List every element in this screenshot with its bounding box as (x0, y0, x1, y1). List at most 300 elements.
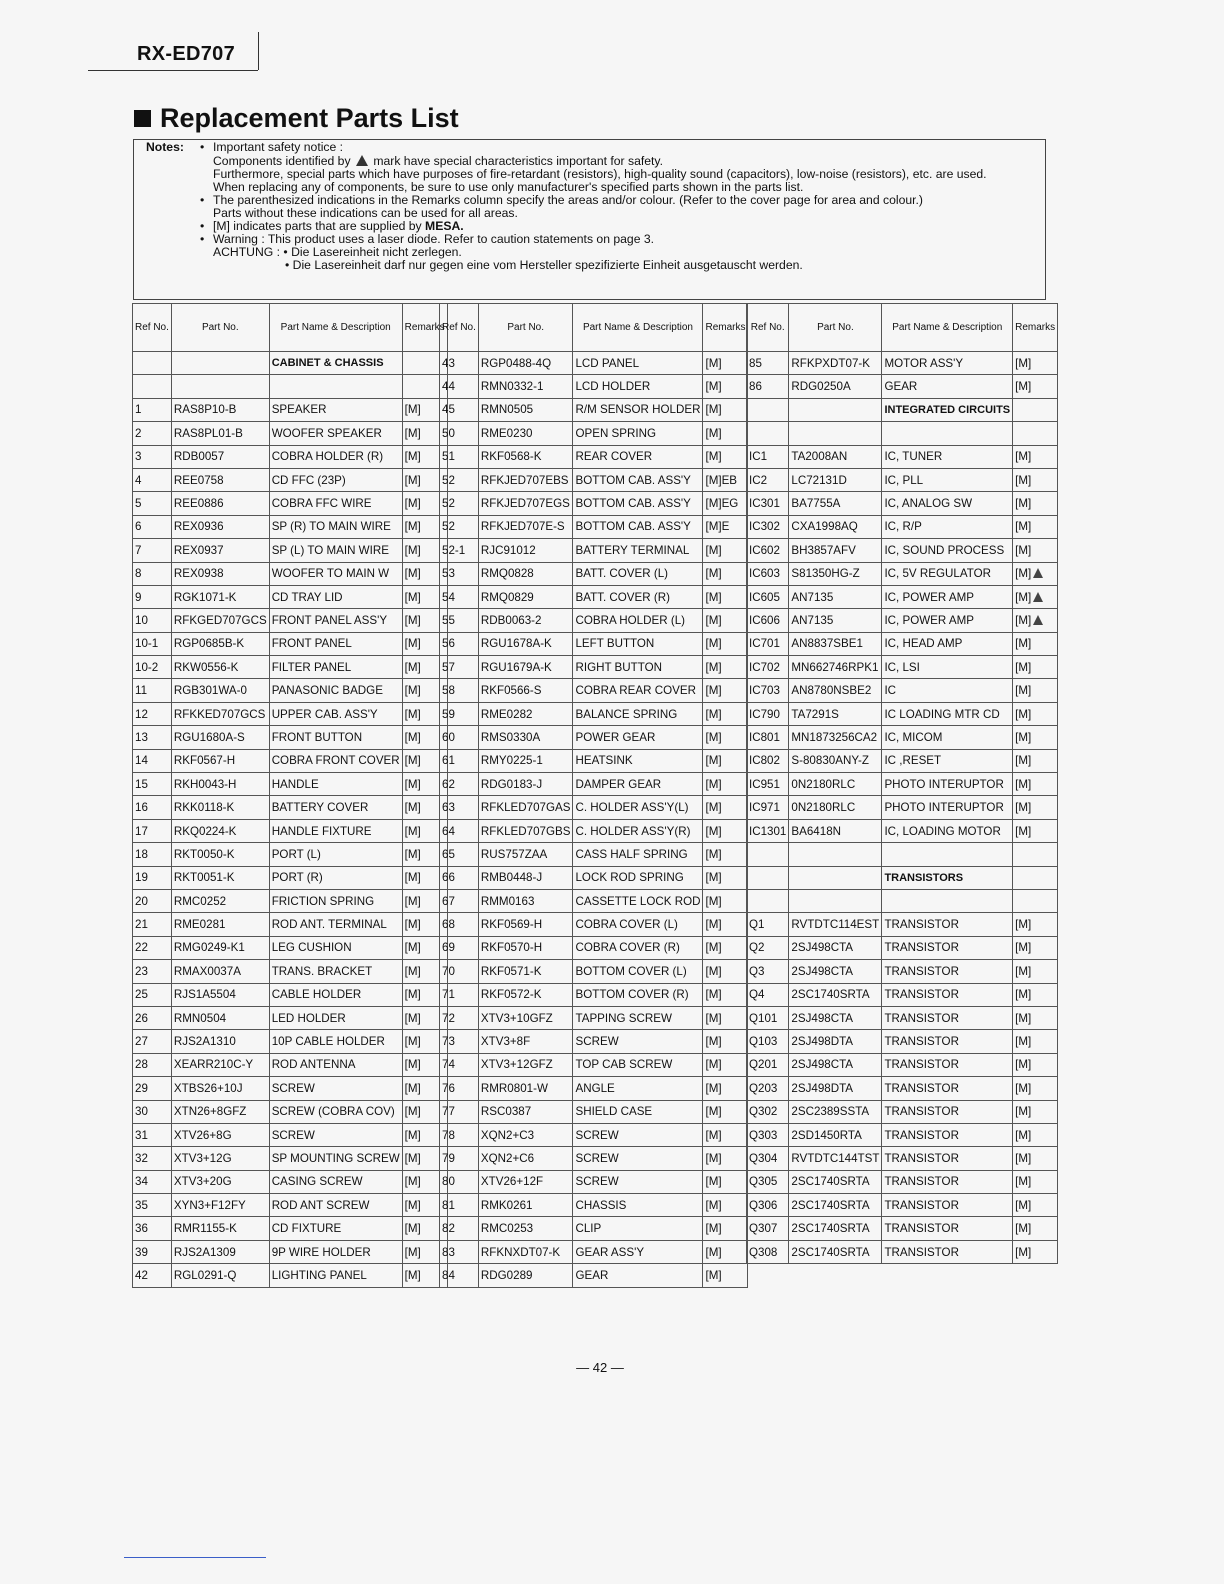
table-header-row (747, 304, 1058, 352)
column-header-remarks: Remarks (402, 304, 447, 352)
part-name-cell: IC, R/P (882, 515, 1013, 538)
part-number-cell: RKF0568-K (478, 445, 573, 468)
ref-cell: 50 (440, 422, 479, 445)
table-row (747, 1053, 1058, 1076)
ref-cell: Q203 (747, 1077, 789, 1100)
part-name-cell: FILTER PANEL (269, 656, 402, 679)
ref-cell: 35 (133, 1194, 172, 1217)
remarks-text: [M] (705, 356, 722, 370)
ref-cell: IC605 (747, 585, 789, 608)
ref-cell: Q103 (747, 1030, 789, 1053)
part-number-cell: RKT0051-K (171, 866, 269, 889)
ref-cell: Q304 (747, 1147, 789, 1170)
table-row (440, 656, 748, 679)
table-row (747, 515, 1058, 538)
part-number-cell: RJS2A1309 (171, 1240, 269, 1263)
table-row (133, 539, 448, 562)
remarks-cell (1013, 398, 1058, 421)
table-row (440, 562, 748, 585)
ref-cell: 72 (440, 1006, 479, 1029)
part-name-cell: BATTERY TERMINAL (573, 539, 703, 562)
part-number-cell: CXA1998AQ (789, 515, 882, 538)
ref-cell: 23 (133, 960, 172, 983)
remarks-cell (703, 1264, 748, 1287)
ref-cell: 9 (133, 585, 172, 608)
part-name-cell: TRANSISTOR (882, 936, 1013, 959)
part-name-cell: BATTERY COVER (269, 796, 402, 819)
note-line: • Important safety notice : (200, 140, 344, 154)
table-row (133, 749, 448, 772)
remarks-text: [M] (1015, 684, 1032, 698)
part-number-cell: RAS8PL01-B (171, 422, 269, 445)
part-number-cell: RMC0252 (171, 889, 269, 912)
part-number-cell: AN8837SBE1 (789, 632, 882, 655)
ref-cell: 17 (133, 819, 172, 842)
table-row (133, 609, 448, 632)
remarks-text: [M] (404, 918, 421, 932)
table-row (133, 1217, 448, 1240)
part-name-cell: R/M SENSOR HOLDER (573, 398, 703, 421)
remarks-text: [M] (705, 1151, 722, 1165)
table-row (133, 866, 448, 889)
table-row (747, 726, 1058, 749)
part-number-cell: S-80830ANY-Z (789, 749, 882, 772)
table-row (133, 492, 448, 515)
part-number-cell: RKH0043-H (171, 773, 269, 796)
remarks-cell (703, 1147, 748, 1170)
table-row (747, 352, 1058, 375)
table-row (747, 913, 1058, 936)
remarks-cell (1013, 866, 1058, 889)
part-cell (789, 398, 882, 421)
warning-triangle-icon (1033, 592, 1043, 602)
note-line: • The parenthesized indications in the Remarks column specify the areas and/or colour. (Refer to the cover page for area and colour.) (200, 193, 923, 207)
table-row (440, 1100, 748, 1123)
part-name-cell: TRANSISTOR (882, 1077, 1013, 1100)
remarks-cell (703, 539, 748, 562)
remarks-text: [M] (404, 543, 421, 557)
table-row (440, 936, 748, 959)
part-number-cell: TA7291S (789, 702, 882, 725)
part-name-cell: COBRA FRONT COVER (269, 749, 402, 772)
remarks-cell (703, 1077, 748, 1100)
part-number-cell: REX0936 (171, 515, 269, 538)
table-row (747, 492, 1058, 515)
table-row (747, 960, 1058, 983)
ref-cell (747, 843, 789, 866)
remarks-cell (703, 1123, 748, 1146)
column-header-name: Part Name & Description (573, 304, 703, 352)
remarks-text: [M] (705, 894, 722, 908)
column-header-part: Part No. (478, 304, 573, 352)
part-name-cell: PORT (L) (269, 843, 402, 866)
remarks-cell (703, 702, 748, 725)
ref-cell: 44 (440, 375, 479, 398)
category-row (747, 398, 1058, 421)
remarks-text: [M] (404, 1058, 421, 1072)
part-name-cell: ROD ANTENNA (269, 1053, 402, 1076)
ref-cell: 68 (440, 913, 479, 936)
ref-cell: 11 (133, 679, 172, 702)
ref-cell: 59 (440, 702, 479, 725)
part-number-cell: AN7135 (789, 609, 882, 632)
part-number-cell: XTN26+8GFZ (171, 1100, 269, 1123)
remarks-text: [M] (1015, 824, 1032, 838)
square-bullet-icon (134, 110, 151, 127)
remarks-cell (703, 492, 748, 515)
part-number-cell: RMAX0037A (171, 960, 269, 983)
table-row (440, 515, 748, 538)
part-name-cell: CASING SCREW (269, 1170, 402, 1193)
remarks-text: [M] (404, 403, 421, 417)
table-row (440, 749, 748, 772)
ref-cell: 76 (440, 1077, 479, 1100)
remarks-cell (703, 1240, 748, 1263)
part-name-cell: GEAR ASS'Y (573, 1240, 703, 1263)
part-name-cell: COBRA COVER (R) (573, 936, 703, 959)
part-name-cell: ROD ANT SCREW (269, 1194, 402, 1217)
ref-cell: 52-1 (440, 539, 479, 562)
ref-cell: Q305 (747, 1170, 789, 1193)
remarks-cell (703, 656, 748, 679)
ref-cell (747, 866, 789, 889)
remarks-text: [M] (404, 801, 421, 815)
table-row (747, 468, 1058, 491)
remarks-cell (1013, 1077, 1058, 1100)
ref-cell: 1 (133, 398, 172, 421)
ref-cell: 26 (133, 1006, 172, 1029)
part-number-cell: RGU1680A-S (171, 726, 269, 749)
part-number-cell: 2SC2389SSTA (789, 1100, 882, 1123)
table-row (747, 656, 1058, 679)
table-row (747, 1240, 1058, 1263)
remarks-text: [M] (404, 473, 421, 487)
ref-cell: Q307 (747, 1217, 789, 1240)
ref-cell: IC702 (747, 656, 789, 679)
table-row (133, 1100, 448, 1123)
part-name-cell: TAPPING SCREW (573, 1006, 703, 1029)
ref-cell: 39 (133, 1240, 172, 1263)
part-name-cell: IC, LSI (882, 656, 1013, 679)
warning-triangle-icon (1033, 568, 1043, 578)
table-row (440, 609, 748, 632)
part-number-cell: RMN0505 (478, 398, 573, 421)
note-line: When replacing any of components, be sure to use only manufacturer's specified parts shown in the parts list. (213, 180, 804, 194)
table-row (440, 1170, 748, 1193)
remarks-cell (703, 1170, 748, 1193)
part-name-cell: BALANCE SPRING (573, 702, 703, 725)
ref-cell (133, 375, 172, 398)
remarks-cell (703, 468, 748, 491)
ref-cell: 52 (440, 515, 479, 538)
remarks-cell (703, 843, 748, 866)
part-name-cell: BOTTOM COVER (R) (573, 983, 703, 1006)
part-name-cell: WOOFER SPEAKER (269, 422, 402, 445)
part-number-cell: RDB0063-2 (478, 609, 573, 632)
part-number-cell: 0N2180RLC (789, 773, 882, 796)
table-row (747, 1123, 1058, 1146)
remarks-text: [M] (705, 1058, 722, 1072)
remarks-text: [M] (404, 1198, 421, 1212)
table-row (133, 1030, 448, 1053)
table-row (747, 1217, 1058, 1240)
remarks-cell (703, 375, 748, 398)
ref-cell: Q1 (747, 913, 789, 936)
part-number-cell: RMM0163 (478, 889, 573, 912)
remarks-cell (703, 585, 748, 608)
part-name-cell: SHIELD CASE (573, 1100, 703, 1123)
part-number-cell: XTV26+8G (171, 1123, 269, 1146)
ref-cell (747, 889, 789, 912)
warning-triangle-icon (356, 155, 368, 166)
ref-cell: 57 (440, 656, 479, 679)
part-name-cell: C. HOLDER ASS'Y(R) (573, 819, 703, 842)
remarks-text: [M] (404, 426, 421, 440)
part-name-cell: GEAR (882, 375, 1013, 398)
table-row (440, 702, 748, 725)
part-number-cell: AN8780NSBE2 (789, 679, 882, 702)
part-name-cell: TRANSISTOR (882, 1100, 1013, 1123)
part-name-cell: CD FFC (23P) (269, 468, 402, 491)
remarks-text: [M] (705, 1128, 722, 1142)
part-name-cell: GEAR (573, 1264, 703, 1287)
ref-cell: 10-2 (133, 656, 172, 679)
ref-cell: 78 (440, 1123, 479, 1146)
part-number-cell: RKQ0224-K (171, 819, 269, 842)
remarks-text: [M] (1015, 1175, 1032, 1189)
table-row (747, 773, 1058, 796)
remarks-text: [M] (705, 918, 722, 932)
remarks-text: [M] (705, 380, 722, 394)
ref-cell: 19 (133, 866, 172, 889)
remarks-text: [M] (705, 941, 722, 955)
part-number-cell: REX0938 (171, 562, 269, 585)
column-header-part: Part No. (171, 304, 269, 352)
table-row (747, 843, 1058, 866)
table-row (440, 375, 748, 398)
remarks-text: [M] (404, 1011, 421, 1025)
remarks-text: [M] (404, 637, 421, 651)
table-row (440, 1217, 748, 1240)
part-name-cell: IC, TUNER (882, 445, 1013, 468)
ref-cell: 84 (440, 1264, 479, 1287)
remarks-text: [M] (404, 567, 421, 581)
part-name-cell: IC, ANALOG SW (882, 492, 1013, 515)
part-name-cell: SCREW (269, 1123, 402, 1146)
remarks-cell (1013, 1170, 1058, 1193)
remarks-text: [M] (1015, 941, 1032, 955)
remarks-cell (1013, 585, 1058, 608)
table-row (133, 585, 448, 608)
remarks-text: [M] (1015, 543, 1032, 557)
table-row (133, 702, 448, 725)
part-name-cell: C. HOLDER ASS'Y(L) (573, 796, 703, 819)
remarks-text: [M] (1015, 637, 1032, 651)
part-name-cell: TRANSISTOR (882, 1240, 1013, 1263)
table-row (133, 515, 448, 538)
ref-cell: 62 (440, 773, 479, 796)
remarks-cell (1013, 375, 1058, 398)
part-name-cell: TOP CAB SCREW (573, 1053, 703, 1076)
remarks-cell (1013, 1100, 1058, 1123)
ref-cell: 67 (440, 889, 479, 912)
part-name-cell: SCREW (573, 1170, 703, 1193)
ref-cell (133, 352, 172, 375)
remarks-text: [M] (1015, 1035, 1032, 1049)
table-row (440, 773, 748, 796)
part-name-cell: LEG CUSHION (269, 936, 402, 959)
part-name-cell: CABLE HOLDER (269, 983, 402, 1006)
ref-cell: 43 (440, 352, 479, 375)
remarks-text: [M] (1015, 1011, 1032, 1025)
ref-cell: IC1301 (747, 819, 789, 842)
ref-cell: 30 (133, 1100, 172, 1123)
table-row (440, 1240, 748, 1263)
ref-cell: Q4 (747, 983, 789, 1006)
remarks-cell (703, 1217, 748, 1240)
remarks-text: [M] (1015, 1198, 1032, 1212)
remarks-text: [M] (1015, 380, 1032, 394)
column-header-ref: Ref No. (747, 304, 789, 352)
remarks-text: [M] (404, 1128, 421, 1142)
part-name-cell: BOTTOM CAB. ASS'Y (573, 468, 703, 491)
part-name-cell: IC ,RESET (882, 749, 1013, 772)
remarks-cell (703, 445, 748, 468)
remarks-text: [M] (705, 567, 722, 581)
table-row (747, 679, 1058, 702)
part-name-cell: CLIP (573, 1217, 703, 1240)
part-name-cell: BOTTOM COVER (L) (573, 960, 703, 983)
remarks-text: [M] (404, 730, 421, 744)
part-number-cell: RKF0566-S (478, 679, 573, 702)
remarks-cell (1013, 492, 1058, 515)
part-name-cell: BOTTOM CAB. ASS'Y (573, 492, 703, 515)
table-row (440, 1053, 748, 1076)
ref-cell: IC606 (747, 609, 789, 632)
remarks-text: [M] (705, 754, 722, 768)
ref-cell: 86 (747, 375, 789, 398)
ref-cell: 13 (133, 726, 172, 749)
part-number-cell: 2SJ498DTA (789, 1030, 882, 1053)
remarks-cell (703, 726, 748, 749)
remarks-cell (703, 398, 748, 421)
category-row (133, 352, 448, 375)
ref-cell: 28 (133, 1053, 172, 1076)
remarks-text: [M] (1015, 1128, 1032, 1142)
remarks-text: [M] (1015, 1222, 1032, 1236)
remarks-text: [M] (404, 1035, 421, 1049)
remarks-text: [M] (1015, 918, 1032, 932)
remarks-text: [M] (1015, 567, 1032, 581)
remarks-cell (703, 1053, 748, 1076)
ref-cell: 52 (440, 468, 479, 491)
part-name-cell: COBRA REAR COVER (573, 679, 703, 702)
part-number-cell: RDG0183-J (478, 773, 573, 796)
part-number-cell: RFKKED707GCS (171, 702, 269, 725)
ref-cell: IC802 (747, 749, 789, 772)
remarks-cell (1013, 960, 1058, 983)
notes-box (133, 139, 1046, 300)
part-name-cell: FRICTION SPRING (269, 889, 402, 912)
ref-cell: 74 (440, 1053, 479, 1076)
remarks-text: [M] (705, 660, 722, 674)
ref-cell: 58 (440, 679, 479, 702)
part-number-cell: RKT0050-K (171, 843, 269, 866)
remarks-cell (1013, 726, 1058, 749)
ref-cell: 31 (133, 1123, 172, 1146)
table-row (747, 562, 1058, 585)
remarks-text: [M] (705, 543, 722, 557)
section-title (134, 103, 459, 134)
remarks-text: [M] (404, 590, 421, 604)
part-name-cell: LEFT BUTTON (573, 632, 703, 655)
remarks-cell (703, 866, 748, 889)
table-row (133, 422, 448, 445)
remarks-cell (1013, 983, 1058, 1006)
column-header-ref: Ref No. (133, 304, 172, 352)
table-row (440, 1194, 748, 1217)
ref-cell: 32 (133, 1147, 172, 1170)
remarks-cell (1013, 1053, 1058, 1076)
remarks-cell (703, 422, 748, 445)
category-heading: INTEGRATED CIRCUITS (882, 398, 1013, 421)
table-row (747, 1147, 1058, 1170)
table-row (440, 726, 748, 749)
table-row (133, 1053, 448, 1076)
model-title: RX-ED707 (137, 43, 235, 65)
remarks-cell (703, 609, 748, 632)
part-name-cell: FRONT BUTTON (269, 726, 402, 749)
part-name-cell: BATT. COVER (R) (573, 585, 703, 608)
table-row (440, 352, 748, 375)
warning-triangle-icon (1033, 615, 1043, 625)
part-name-cell: COBRA FFC WIRE (269, 492, 402, 515)
part-number-cell: RSC0387 (478, 1100, 573, 1123)
part-number-cell: 2SJ498CTA (789, 1006, 882, 1029)
ref-cell: IC703 (747, 679, 789, 702)
part-name-cell: LIGHTING PANEL (269, 1264, 402, 1287)
ref-cell: Q306 (747, 1194, 789, 1217)
column-header-part: Part No. (789, 304, 882, 352)
remarks-cell (703, 913, 748, 936)
remarks-text: [M] (705, 1198, 722, 1212)
table-row (133, 796, 448, 819)
column-header-ref: Ref No. (440, 304, 479, 352)
part-number-cell: RME0282 (478, 702, 573, 725)
part-name-cell (882, 422, 1013, 445)
remarks-text: [M] (404, 707, 421, 721)
ref-cell: 73 (440, 1030, 479, 1053)
part-number-cell: TA2008AN (789, 445, 882, 468)
part-name-cell: BOTTOM CAB. ASS'Y (573, 515, 703, 538)
table-row (747, 585, 1058, 608)
remarks-cell (703, 632, 748, 655)
part-name-cell (882, 889, 1013, 912)
table-row (440, 1030, 748, 1053)
remarks-text: [M] (404, 964, 421, 978)
part-number-cell: XTV26+12F (478, 1170, 573, 1193)
part-number-cell: XTV3+10GFZ (478, 1006, 573, 1029)
part-name-cell: SP (L) TO MAIN WIRE (269, 539, 402, 562)
remarks-text: [M] (404, 1245, 421, 1259)
part-number-cell: RGL0291-Q (171, 1264, 269, 1287)
ref-cell: 66 (440, 866, 479, 889)
part-number-cell: RGU1678A-K (478, 632, 573, 655)
part-name-cell: IC, POWER AMP (882, 609, 1013, 632)
part-name-cell: HEATSINK (573, 749, 703, 772)
remarks-text: [M] (1015, 1081, 1032, 1095)
ref-cell: 16 (133, 796, 172, 819)
